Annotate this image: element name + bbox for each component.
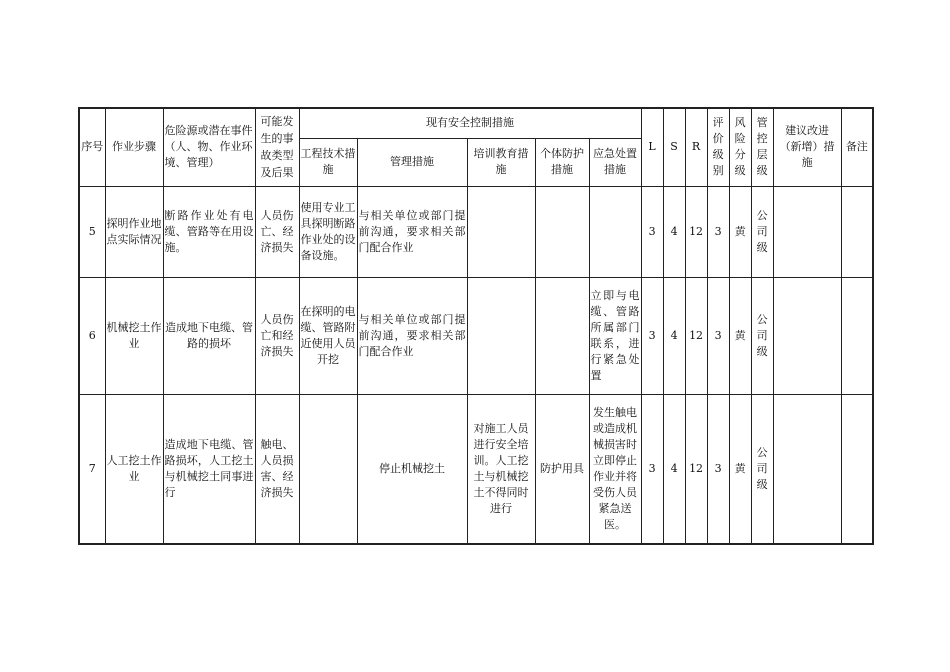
cell-S: 4	[663, 186, 685, 277]
cell-emergency	[589, 186, 641, 277]
cell-ppe: 防护用具	[535, 394, 589, 544]
risk-assessment-table	[78, 107, 874, 545]
cell-ppe	[535, 277, 589, 394]
cell-seq: 6	[79, 277, 105, 394]
header-R: R	[685, 108, 707, 186]
cell-remark	[841, 186, 873, 277]
cell-control: 公司级	[751, 186, 773, 277]
cell-risk: 黄	[729, 186, 751, 277]
header-suggested-measures: 建议改进（新增）措施	[773, 108, 841, 186]
cell-hazard: 造成地下电缆、管路损坏，人工挖土与机械挖土同事进行	[163, 394, 255, 544]
table-row	[79, 186, 873, 277]
cell-management: 与相关单位或部门提前沟通，要求相关部门配合作业	[357, 186, 467, 277]
cell-hazard: 造成地下电缆、管路的损坏	[163, 277, 255, 394]
cell-step: 探明作业地点实际情况	[105, 186, 163, 277]
cell-L: 3	[641, 277, 663, 394]
cell-management: 停止机械挖土	[357, 394, 467, 544]
cell-suggest	[773, 277, 841, 394]
cell-hazard: 断路作业处有电缆、管路等在用设施。	[163, 186, 255, 277]
cell-eval: 3	[707, 186, 729, 277]
cell-remark	[841, 277, 873, 394]
header-eval-level: 评价级别	[707, 108, 729, 186]
table-row	[79, 277, 873, 394]
cell-S: 4	[663, 394, 685, 544]
cell-consequence: 触电、人员损害、经济损失	[255, 394, 299, 544]
cell-seq: 5	[79, 186, 105, 277]
cell-emergency: 发生触电或造成机械损害时立即停止作业并将受伤人员紧急送医。	[589, 394, 641, 544]
cell-control: 公司级	[751, 277, 773, 394]
cell-eval: 3	[707, 394, 729, 544]
cell-step: 人工挖土作业	[105, 394, 163, 544]
header-L: L	[641, 108, 663, 186]
header-remark: 备注	[841, 108, 873, 186]
cell-R: 12	[685, 186, 707, 277]
header-S: S	[663, 108, 685, 186]
cell-ppe	[535, 186, 589, 277]
cell-S: 4	[663, 277, 685, 394]
header-control-level: 管控层级	[751, 108, 773, 186]
cell-eval: 3	[707, 277, 729, 394]
header-row-1	[79, 108, 873, 138]
cell-engineering	[299, 394, 357, 544]
cell-R: 12	[685, 394, 707, 544]
cell-engineering: 使用专业工具探明断路作业处的设备设施。	[299, 186, 357, 277]
header-existing-measures: 现有安全控制措施	[299, 108, 641, 138]
cell-consequence: 人员伤亡和经济损失	[255, 277, 299, 394]
cell-training	[467, 277, 535, 394]
cell-emergency: 立即与电缆、管路所属部门联系，进行紧急处置	[589, 277, 641, 394]
table-row	[79, 394, 873, 544]
cell-control: 公司级	[751, 394, 773, 544]
cell-L: 3	[641, 394, 663, 544]
header-hazard: 危险源或潜在事件（人、物、作业环境、管理）	[163, 108, 255, 186]
cell-R: 12	[685, 277, 707, 394]
cell-training: 对施工人员进行安全培训。人工挖土与机械挖土不得同时进行	[467, 394, 535, 544]
cell-suggest	[773, 186, 841, 277]
header-seq: 序号	[79, 108, 105, 186]
cell-engineering: 在探明的电缆、管路附近使用人员开挖	[299, 277, 357, 394]
cell-training	[467, 186, 535, 277]
header-engineering-measures: 工程技术措施	[299, 138, 357, 186]
header-management-measures: 管理措施	[357, 138, 467, 186]
cell-L: 3	[641, 186, 663, 277]
cell-consequence: 人员伤亡、经济损失	[255, 186, 299, 277]
cell-suggest	[773, 394, 841, 544]
cell-seq: 7	[79, 394, 105, 544]
header-step: 作业步骤	[105, 108, 163, 186]
header-risk-grade: 风险分级	[729, 108, 751, 186]
cell-risk: 黄	[729, 394, 751, 544]
cell-remark	[841, 394, 873, 544]
cell-risk: 黄	[729, 277, 751, 394]
cell-management: 与相关单位或部门提前沟通，要求相关部门配合作业	[357, 277, 467, 394]
header-training-measures: 培训教育措施	[467, 138, 535, 186]
header-ppe-measures: 个体防护措施	[535, 138, 589, 186]
cell-step: 机械挖土作业	[105, 277, 163, 394]
header-emergency-measures: 应急处置措施	[589, 138, 641, 186]
header-consequence: 可能发生的事故类型及后果	[255, 108, 299, 186]
